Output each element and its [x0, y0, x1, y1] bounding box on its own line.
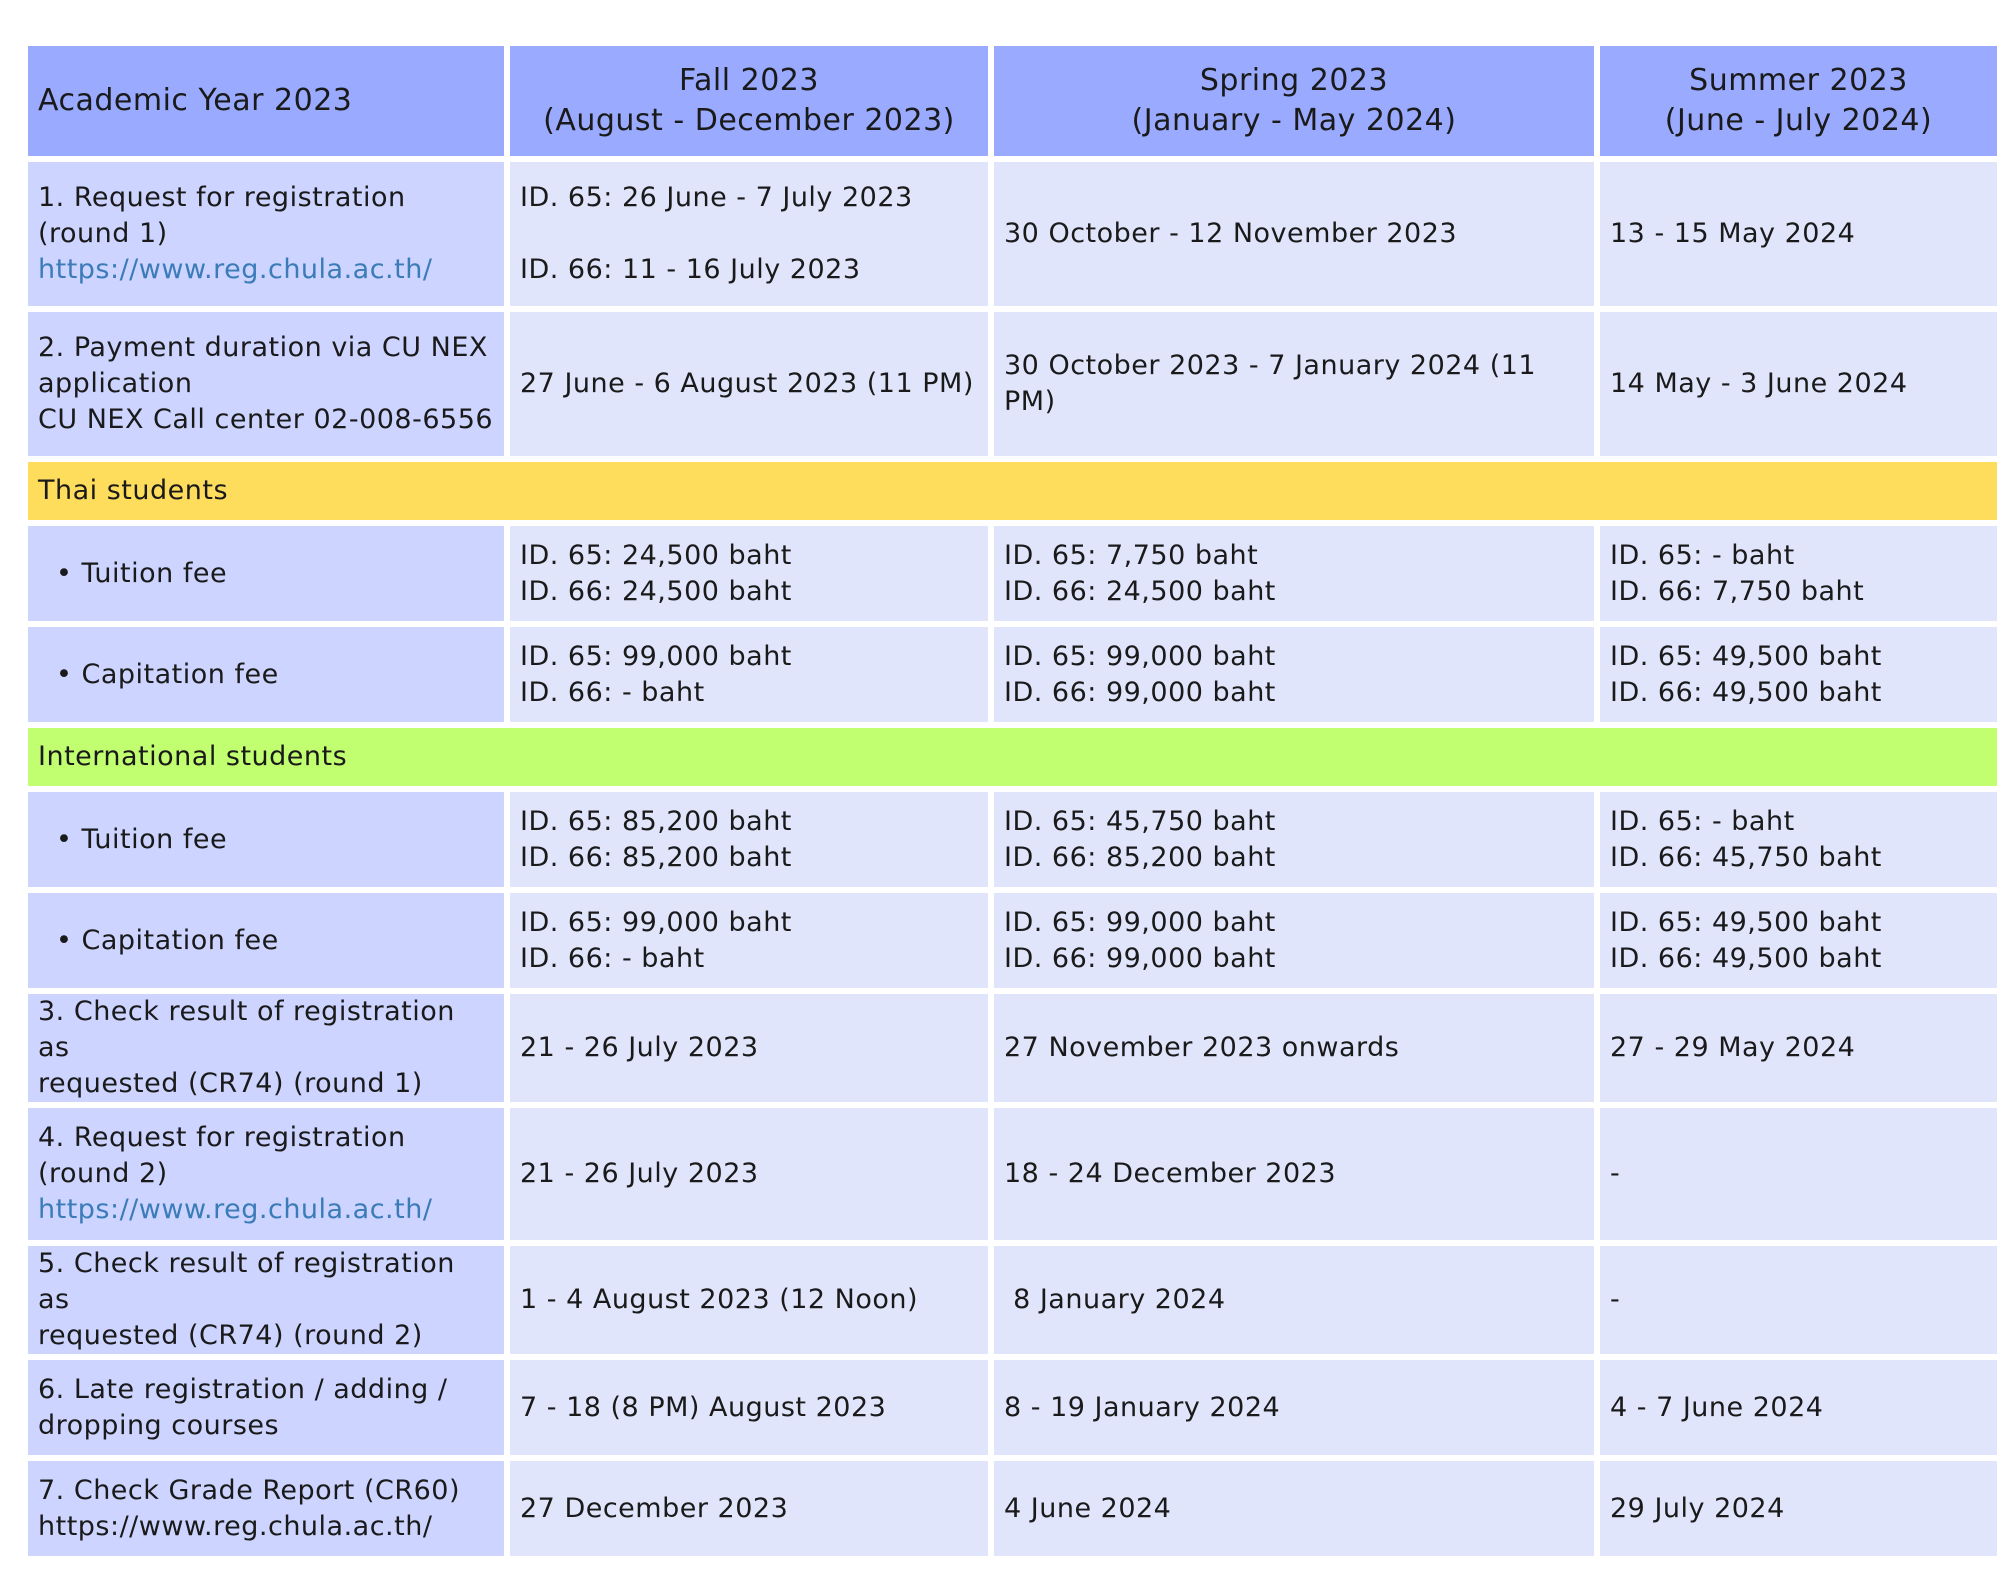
fall-cell: 1 - 4 August 2023 (12 Noon) [510, 1246, 988, 1354]
spring-value: ID. 65: 99,000 baht [1004, 906, 1276, 938]
spring-value: ID. 65: 7,750 baht [1004, 539, 1259, 571]
row-label-line: 5. Check result of registration as [38, 1248, 455, 1315]
spring-value: ID. 66: 24,500 baht [1004, 575, 1276, 607]
summer-cell: 27 - 29 May 2024 [1600, 994, 1997, 1102]
header-spring-title: Spring 2023 [1199, 63, 1389, 98]
row-label [28, 162, 504, 306]
table-row-grade-report [28, 1461, 1997, 1556]
fall-value: ID. 66: 24,500 baht [520, 575, 792, 607]
spring-cell: 30 October 2023 - 7 January 2024 (11 PM) [994, 312, 1594, 456]
row-label-text: Tuition fee [81, 823, 228, 855]
row-label-line: requested (CR74) (round 1) [38, 1068, 423, 1099]
section-row-international [28, 728, 1997, 786]
table-row-request-round-1 [28, 162, 1997, 306]
row-label-line: 1. Request for registration [38, 182, 406, 213]
header-row [28, 46, 1997, 156]
spring-cell [994, 792, 1594, 887]
fall-cell [510, 893, 988, 988]
summer-cell: 29 July 2024 [1600, 1461, 1997, 1556]
spring-cell: 30 October - 12 November 2023 [994, 162, 1594, 306]
row-label-line: (round 2) [38, 1158, 168, 1189]
table-row-intl-tuition [28, 792, 1997, 887]
table-row-payment [28, 312, 1997, 456]
header-academic-year: Academic Year 2023 [28, 46, 504, 156]
row-label-line: 7. Check Grade Report (CR60) [38, 1474, 461, 1506]
row-label-line: dropping courses [38, 1409, 280, 1441]
row-label [28, 1246, 504, 1354]
header-summer-range: (June - July 2024) [1664, 103, 1933, 138]
table-row-check-round-1 [28, 994, 1997, 1102]
row-label-line: 6. Late registration / adding / [38, 1373, 448, 1405]
spring-value: ID. 66: 85,200 baht [1004, 841, 1276, 873]
spring-cell: 27 November 2023 onwards [994, 994, 1594, 1102]
row-label-line: (round 1) [38, 218, 168, 249]
bullet-item: • Capitation fee [56, 924, 279, 956]
registration-link[interactable]: https://www.reg.chula.ac.th/ [38, 254, 433, 285]
schedule-table [22, 40, 2000, 1562]
fall-cell [510, 526, 988, 621]
row-label [28, 1461, 504, 1556]
summer-cell: 4 - 7 June 2024 [1600, 1360, 1997, 1455]
summer-value: ID. 66: 49,500 baht [1610, 942, 1882, 974]
header-fall-range: (August - December 2023) [543, 103, 955, 138]
registration-link[interactable]: https://www.reg.chula.ac.th/ [38, 1194, 433, 1225]
spring-cell [994, 893, 1594, 988]
row-label [28, 1360, 504, 1455]
header-fall-title: Fall 2023 [679, 63, 819, 98]
fall-cell: 21 - 26 July 2023 [510, 994, 988, 1102]
fall-value: ID. 65: 24,500 baht [520, 539, 792, 571]
header-spring [994, 46, 1594, 156]
spring-value: ID. 66: 99,000 baht [1004, 942, 1276, 974]
fall-cell: 7 - 18 (8 PM) August 2023 [510, 1360, 988, 1455]
spring-cell: 4 June 2024 [994, 1461, 1594, 1556]
section-row-thai [28, 462, 1997, 520]
header-summer-title: Summer 2023 [1689, 63, 1908, 98]
bullet-item: • Tuition fee [56, 823, 228, 855]
row-label-line: 2. Payment duration via CU NEX [38, 332, 488, 363]
summer-value: ID. 66: 49,500 baht [1610, 676, 1882, 708]
row-label-line: 3. Check result of registration as [38, 996, 455, 1063]
row-label [28, 627, 504, 722]
summer-cell [1600, 893, 1997, 988]
fall-cell: 27 December 2023 [510, 1461, 988, 1556]
row-label [28, 1108, 504, 1240]
fall-cell [510, 162, 988, 306]
fall-value: ID. 66: - baht [520, 942, 705, 974]
summer-value: ID. 66: 7,750 baht [1610, 575, 1865, 607]
row-label-line: CU NEX Call center 02-008-6556 [38, 404, 494, 435]
fall-cell [510, 627, 988, 722]
summer-cell: 14 May - 3 June 2024 [1600, 312, 1997, 456]
header-fall [510, 46, 988, 156]
spacer [520, 216, 978, 252]
summer-cell: - [1600, 1108, 1997, 1240]
row-label-text: Capitation fee [81, 924, 279, 956]
fall-value: ID. 66: 11 - 16 July 2023 [520, 254, 861, 285]
fall-value: ID. 66: 85,200 baht [520, 841, 792, 873]
fall-cell: 21 - 26 July 2023 [510, 1108, 988, 1240]
table-row-thai-capitation [28, 627, 1997, 722]
bullet-item: • Capitation fee [56, 658, 279, 690]
fall-cell [510, 792, 988, 887]
table-row-thai-tuition [28, 526, 1997, 621]
fall-value: ID. 65: 99,000 baht [520, 640, 792, 672]
fall-value: ID. 65: 85,200 baht [520, 805, 792, 837]
fall-cell: 27 June - 6 August 2023 (11 PM) [510, 312, 988, 456]
table-row-intl-capitation [28, 893, 1997, 988]
row-label [28, 792, 504, 887]
header-spring-range: (January - May 2024) [1131, 103, 1457, 138]
spring-value: ID. 66: 99,000 baht [1004, 676, 1276, 708]
table-row-request-round-2 [28, 1108, 1997, 1240]
row-label [28, 526, 504, 621]
summer-value: ID. 65: - baht [1610, 539, 1795, 571]
registration-schedule [28, 46, 1992, 1556]
summer-value: ID. 65: - baht [1610, 805, 1795, 837]
bullet-item: • Tuition fee [56, 557, 228, 589]
row-label-line: 4. Request for registration [38, 1122, 406, 1153]
row-label-text: Capitation fee [81, 658, 279, 690]
row-label-line: application [38, 368, 193, 399]
summer-value: ID. 66: 45,750 baht [1610, 841, 1882, 873]
fall-value: ID. 65: 26 June - 7 July 2023 [520, 182, 913, 213]
section-international-students: International students [28, 728, 1997, 786]
summer-value: ID. 65: 49,500 baht [1610, 906, 1882, 938]
spring-cell: 8 January 2024 [994, 1246, 1594, 1354]
fall-value: ID. 65: 99,000 baht [520, 906, 792, 938]
fall-value: ID. 66: - baht [520, 676, 705, 708]
summer-cell [1600, 792, 1997, 887]
spring-cell [994, 627, 1594, 722]
summer-cell: 13 - 15 May 2024 [1600, 162, 1997, 306]
table-row-late-registration [28, 1360, 1997, 1455]
spring-cell: 8 - 19 January 2024 [994, 1360, 1594, 1455]
row-label-text: Tuition fee [81, 557, 228, 589]
table-row-check-round-2 [28, 1246, 1997, 1354]
summer-cell: - [1600, 1246, 1997, 1354]
spring-value: ID. 65: 99,000 baht [1004, 640, 1276, 672]
summer-value: ID. 65: 49,500 baht [1610, 640, 1882, 672]
section-thai-students: Thai students [28, 462, 1997, 520]
grade-report-url: https://www.reg.chula.ac.th/ [38, 1510, 433, 1542]
row-label [28, 893, 504, 988]
row-label [28, 312, 504, 456]
spring-cell: 18 - 24 December 2023 [994, 1108, 1594, 1240]
summer-cell [1600, 627, 1997, 722]
header-summer [1600, 46, 1997, 156]
spring-value: ID. 65: 45,750 baht [1004, 805, 1276, 837]
row-label-line: requested (CR74) (round 2) [38, 1320, 423, 1351]
summer-cell [1600, 526, 1997, 621]
spring-cell [994, 526, 1594, 621]
row-label [28, 994, 504, 1102]
